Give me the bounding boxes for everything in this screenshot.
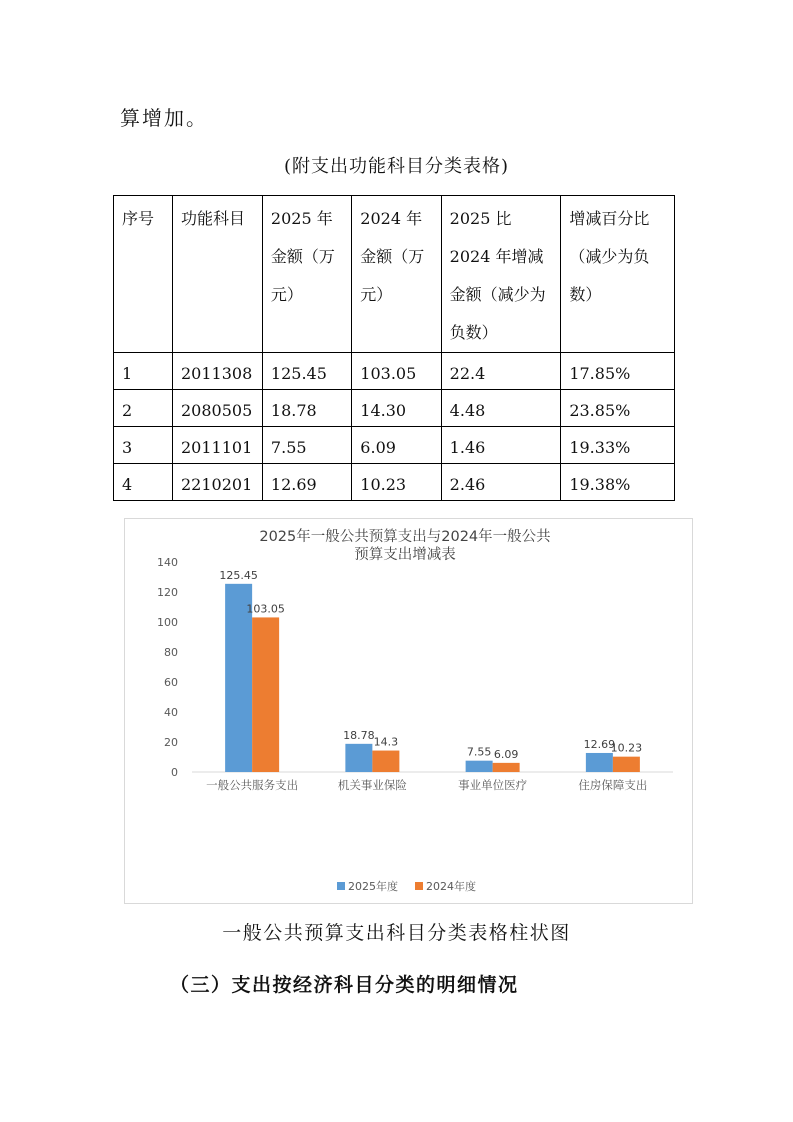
table-caption: (附支出功能科目分类表格)	[283, 156, 510, 177]
cell-index: 3	[114, 427, 173, 464]
bar-chart-container	[124, 518, 693, 904]
cell-change-percent: 19.33%	[561, 427, 675, 464]
data-label: 125.45	[219, 568, 258, 582]
cell-2024-amount: 103.05	[352, 353, 441, 390]
y-tick-label: 80	[164, 646, 178, 659]
bar-2025	[586, 753, 613, 772]
cell-subject-code: 2080505	[173, 390, 263, 427]
y-tick-label: 120	[157, 586, 178, 599]
cell-subject-code: 2011101	[173, 427, 263, 464]
legend-label: 2025年度	[348, 880, 398, 893]
header-function-subject: 功能科目	[173, 196, 263, 353]
bar-2024	[372, 751, 399, 772]
budget-table	[113, 195, 675, 501]
table-row	[114, 353, 675, 390]
paragraph-tail: 算增加。	[120, 106, 208, 130]
cell-2025-amount: 12.69	[262, 464, 351, 501]
table-row	[114, 427, 675, 464]
table-row	[114, 390, 675, 427]
header-2024-amount: 2024 年金额（万元）	[352, 196, 441, 353]
cell-change-amount: 22.4	[441, 353, 561, 390]
bar-2025	[466, 761, 493, 772]
legend-label: 2024年度	[426, 880, 476, 893]
cell-2025-amount: 125.45	[262, 353, 351, 390]
header-index: 序号	[114, 196, 173, 353]
data-label: 103.05	[246, 602, 285, 616]
section-heading: （三）支出按经济科目分类的明细情况	[170, 974, 519, 996]
header-2025-amount: 2025 年金额（万元）	[262, 196, 351, 353]
bar-chart	[125, 519, 692, 903]
data-label: 12.69	[583, 737, 616, 751]
bar-2024	[252, 617, 279, 772]
cell-2024-amount: 14.30	[352, 390, 441, 427]
category-label: 事业单位医疗	[458, 778, 528, 792]
data-label: 14.3	[373, 735, 399, 749]
bar-2024	[493, 763, 520, 772]
y-tick-label: 20	[164, 736, 178, 749]
cell-change-percent: 19.38%	[561, 464, 675, 501]
cell-change-amount: 4.48	[441, 390, 561, 427]
cell-index: 4	[114, 464, 173, 501]
cell-2024-amount: 10.23	[352, 464, 441, 501]
chart-caption: 一般公共预算支出科目分类表格柱状图	[222, 922, 571, 944]
table-header-row	[114, 196, 675, 353]
data-label: 6.09	[493, 747, 519, 761]
cell-change-percent: 17.85%	[561, 353, 675, 390]
data-label: 10.23	[610, 741, 643, 755]
header-change-amount: 2025 比 2024 年增减金额（减少为负数）	[441, 196, 561, 353]
cell-2025-amount: 7.55	[262, 427, 351, 464]
cell-subject-code: 2210201	[173, 464, 263, 501]
y-tick-label: 60	[164, 676, 178, 689]
bar-2025	[345, 744, 372, 772]
cell-index: 2	[114, 390, 173, 427]
y-tick-label: 40	[164, 706, 178, 719]
header-change-percent: 增减百分比（减少为负数）	[561, 196, 675, 353]
y-tick-label: 140	[157, 556, 178, 569]
cell-change-amount: 1.46	[441, 427, 561, 464]
chart-title-line2: 预算支出增减表	[354, 547, 456, 563]
table-row	[114, 464, 675, 501]
cell-change-amount: 2.46	[441, 464, 561, 501]
cell-change-percent: 23.85%	[561, 390, 675, 427]
data-label: 18.78	[343, 728, 375, 742]
y-tick-label: 0	[171, 766, 178, 779]
y-tick-label: 100	[157, 616, 178, 629]
data-label: 7.55	[466, 745, 492, 759]
bar-2024	[613, 757, 640, 772]
legend-swatch	[337, 882, 345, 890]
category-label: 机关事业保险	[337, 778, 407, 792]
category-label: 住房保障支出	[578, 778, 648, 792]
cell-subject-code: 2011308	[173, 353, 263, 390]
cell-index: 1	[114, 353, 173, 390]
category-label: 一般公共服务支出	[206, 778, 299, 792]
legend-swatch	[415, 882, 423, 890]
cell-2024-amount: 6.09	[352, 427, 441, 464]
cell-2025-amount: 18.78	[262, 390, 351, 427]
chart-title-line1: 2025年一般公共预算支出与2024年一般公共	[259, 529, 551, 545]
